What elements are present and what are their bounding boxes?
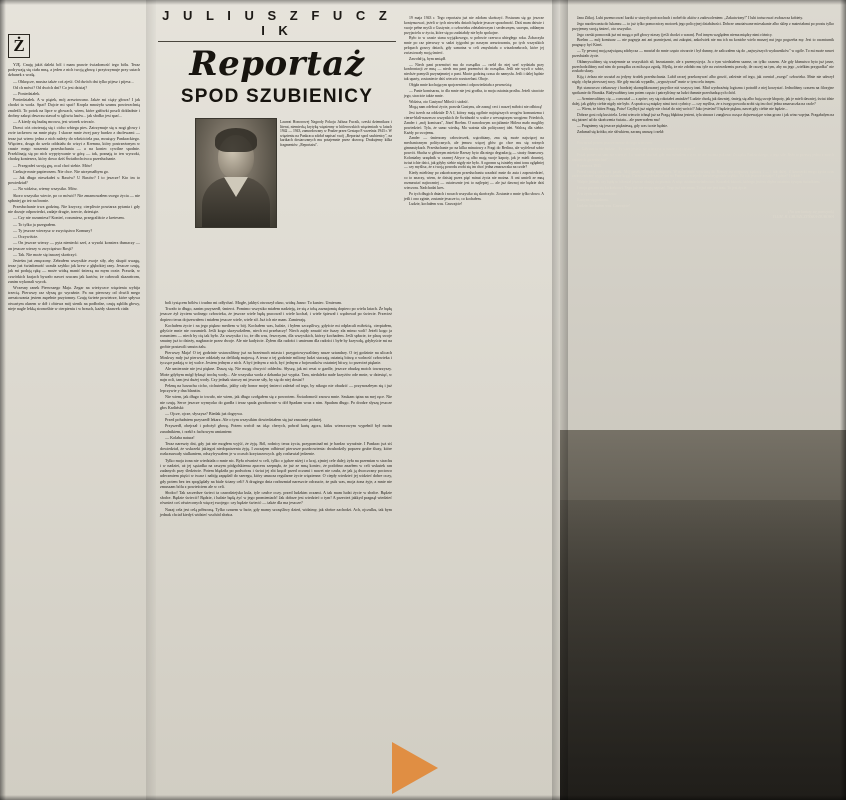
paragraph: — Przegrałeś swoją grę, ocal choć siebie. Mów! xyxy=(13,162,93,168)
paragraph: Zander — śmierzony człowieczek, wątrobiany, zna się może najwięcej na mechanicznym politycznych, ale jemuw więcej głów go chce mu się rożnych gimnastykach. Przesłuchanie po na kilka minutowy z Fragi do Berlina, ale wyfelerał sobie powrót. Słucha w głównym mieście Rzeszy byto dla niego degradacją — straży finansowy. Kolonialny urzędnik w czarnej Afryce są albo mają swoje kapoty, jak je mieli dawniej, twiaż ichie dzici, jak gdyby siebie nigdy nie było. A ogromn są istnieby nimi tonu oględniej — czy myślisz, że z twoją powodu zrobi się im choć jedna zmarszczka na czole? xyxy=(404,136,544,170)
paragraph: I moja gra zna się ku końcowi. Tego już nie mogą napisać. Tego już nie znam. To już nie jest teatr. To jest życie. xyxy=(577,186,748,191)
paragraph: Zawołał ją, bym zmiądł. xyxy=(409,56,447,61)
paragraph: Ale umieranie nie jest piękne. Duszę się. Nie mogę chwycić oddechu. Słyszę, jak mi reszt w gardle, jeszcze obudzę moich towarzyszy. Może gdybym mógł łyknąć trochę wody... Ale wszystka woda z dzbanka już wypita. Tam, niedaleko nade krzyżów ode mnie, w dziesięć, w najn ocli, tam jest dużej wody. Czy jednak starczy mi jeszcze siły, by się do niej dostać? xyxy=(160,366,392,382)
masthead xyxy=(158,8,396,108)
photo-caption: Laureat Honorowej Nagrody Pokoju Juliusz Fuczik, czeski dziennikarz i literat, niemiecką krytykę więzienny w hitlerowskich więzieniach w latach 1942 — 1943, zamordowany w Pradze przez Gestapo 8 września 1943 r. W więzieniu na Pankracu zdołał napisać swój „Reportaż spod szubienicy", na kartkach dostarczanych mu potajemnie przez dozorcę. Drukujemy kilka fragmentów „Reportażu". xyxy=(280,120,392,147)
paragraph: Kochałem życie i na jego piękno mediem w bój. Kochałem was, ludzie, i byłem szczęśliwy, gdyście mi odpłacali miłością, cierpiałem, gdyście mnie nie rozumieli. Jeśli kogo skrzywdziłem, niech mi przebaczy! Niech zajdy zmutić nie fuzzy zła mimo woli! Jeżeli kogo ja rozumiem — niech by cię tak było. Za wszystko i to, że dła was, feszcryzm, dla wszystkich, którzy kochadem. Jeśli spłacie, że placę swoje smutny już to dzieży, nagłaracie przez dwoje. Ale nie kadyżcie. Żyłem dla radości i umieram dla radości i byłe by krzywdę, gdybyście mi na grobie postawili smutn żalu. xyxy=(160,322,392,349)
paragraph: Przyszedł, obejrzał i położył głowę. Potem wrócił na idąc cherych, pobrał kartę agora, kitku wiezorowym wypełnił był moim zaradnikiem, i rzekł z fachowym umianiem: xyxy=(160,423,392,434)
paragraph: Zadumał się krótko, nie słówkiem, zacznę unoszę i rzekł: xyxy=(577,129,665,134)
paragraph: Przed południem przyszedł lekarz. Ale o tym wszystkim dowiedziałem się już znacznie później. xyxy=(165,417,323,423)
portrait-hair xyxy=(215,128,257,152)
portrait-photo xyxy=(195,118,277,228)
paragraph: — Obkręcze, musisz także coś zjeść. Od dwóch dni tylko pijesz i pijesz... xyxy=(13,78,134,84)
paragraph: Tylko moja żona nie wiedziała o mnie nic. Była również w celi, tylko o jędrze niżej i o kraj, zjmiej cele dalej; żyła na przemian w strachu i w nadziei, aż jej sąsiadka na raszym pódgolskiemu zpaceru szepnęła, że już ze mną koniec, że podobno znarłem w celi wskutek ran zadanych przy śledztwie. Potem błądziła po podwórzu i świat jej zbi kręcił przed oczami i nawet nie czuła, że jak ją dwoczczny poctowo udeczmiem pięści w twarz i nabiję zapędził do szeregu, który umacza regularne życie więzienne. O ciepły wiedzieć jej widzieć dobre oczy, gdy potem bez tez spoglądały na biale ściany celi? A drugiego dnia rozbrzmiał nareszcie odczucie, że puls was, moja żona żyje, a mnie nie zmuszam bólu z powieściem ale w celi. xyxy=(160,457,392,489)
paragraph: Jego czeski pomocnik już mi mogą o pół głowy nizszy (jeśli chodzi o waran). Pod innym względem niema między nimi różnicy. xyxy=(577,32,773,37)
scan-edge-left xyxy=(0,0,6,800)
drop-cap: Ż xyxy=(8,34,30,58)
paragraph: Jesteśm już zmęczony. Zebrałem wszystkie zwoje siły, aby skupić uwagę, teraz już świadomość uczuła szybko jak krew z głębokiej rany. Jeszcze czuję, jak mi podają rękę — może widzą manić śnierzą na mym oczie. Prawda, w czwórkich krajach bywało nawet rzucam jak kartów, że całowali skazańcom, zanim wykonali wyrok. xyxy=(8,257,140,284)
paragraph: Jego naodowaniu do lukanzu — to już tylko pomocniczy motorek jego policyjnej działalności. Dobrze umotaiwane mieszkanie albo sklep z materiałami po prostu tylko przyjemny swoją śmierć, oto wszystko. xyxy=(572,21,834,31)
paragraph: — Ojcze, ojcze, słyszysz? Biedak już dogrywa. xyxy=(165,411,243,417)
article-author: J U L I U S Z F U C Z I K xyxy=(162,8,392,38)
paragraph: — To tylko ja przegrałem. xyxy=(13,221,57,227)
paragraph: Kurtyna się podnosi. xyxy=(577,197,609,202)
paragraph: Dobrze gost rolę kusiciela. Letni wieczór tchnął już za Pragą błękitna jesteni, tyla sinawa i zanglowa oczącz dojrzewające wina grozo i jak wino wqejna. Pragaładym na nią jutrzeć ad do skończenia świata... ale przerwałem mu! xyxy=(572,113,834,123)
article-subtitle: SPOD SZUBIENICY xyxy=(180,86,374,107)
paragraph: Widzisz, oto Gustyna! Miłość i stałość. xyxy=(409,99,469,104)
paragraph: Jana Zitkoj. Lubi przenocować kartki w starych pończochach i nobeł do aktów z zadowoleniem: „Zakutwiony!" I lubi torturować zwłaszcza kobiety. xyxy=(577,16,803,20)
paragraph: Przed swoją celą wisi pasek. Mój pasek. Oznaka transportu. W nocy mnie wywiozą do Rzeszy na rozprawę sądową i — i tak dalej. Z kmmecki mego życia czas zarkoczniczne wygrywa ostatnie kręgi. Czterysta jedenaście dni na Pankracu miejedo niewiarygodnie szybko. Ile ich jeszcze zostaje? I gdzie? I jakich? xyxy=(572,169,834,179)
text-column-1 xyxy=(8,62,140,792)
text-column-2 xyxy=(160,300,392,792)
orange-arrow-marker xyxy=(392,742,438,794)
paragraph: Poniedziałek. A w piątek, mój aresztowano. Jakże mi ciąży głowa! I jak chodzi ta woda. Spać! Dajcie mi spać! Kropla mnożyła szumu powierzchnią znaleźli. To potok na lipce w głowach, wiem, które gałówki poszli dokładnie i drobny zakręt deszczu stawał w igliwiu lasów... jak słodko jest spać... xyxy=(8,97,140,118)
paragraph: — Arentmvaliśmy cię — rozważał — z apóre; czy się rokotałeś amisdże? Ludzie chodą jak dawniej, śmieją się albo bują swoje kłopoty, jak je mieli dawniej, świat idzie dalej, jak gdyby ciebie nigdy nie było. A spraśca są między nimi twoi cyrlnicy — czy myślisz, że z twego powodu zrobi się im choć jedna zmarszczka na czole? xyxy=(572,96,834,106)
paragraph: — A kiedy się budzę mrowu, jest wtorek wieczór. xyxy=(13,119,95,125)
paragraph: Pełznę na lurzuchu cicho, cichuteńko, jakby cały honor mojej śmierci zależał od tego, by nikogo nie obudzić — przynoszłeym się i już lepczywie y dna blanżin. xyxy=(160,383,392,394)
inner-column-shadow xyxy=(146,0,156,800)
paragraph: — Niech pani przemówi mu do rozsądku — rzekł do niej szef wydziału przy konfrontacji ze mną — niech mu pani przemówi do rozsądku. Jeśli nie wyzli o sobie, niechże pomyśli przynajmniej o pani. Macie godziną czasu do namysłu. Jeśli i dalej będzie tak uparty, zostaniecie dziś wieczór rozstrzelani. Oboje. xyxy=(404,62,544,82)
paragraph: — No widzisz, wiemy wszystko. Mów. xyxy=(13,186,78,192)
scan-edge-right xyxy=(840,0,846,800)
paragraph: TŁUM. H. GRUSZCZYŃSKA-DUBOWA xyxy=(772,215,834,220)
paragraph: — Ty jeszcze wierzysz w zwycięstwo Komuny? xyxy=(13,227,93,233)
paragraph: Powtarzał potem jeszcze nieraz do tego wieczoru: xyxy=(577,141,653,146)
paragraph: — On jeszcze wierzy — pyta nieniecki szef, a wysoki konsierz tłumaczy — on jeszcze wierzy w zwycięstwo Rosji? xyxy=(8,240,140,251)
paragraph: — Jestań rysik. xyxy=(577,135,601,140)
paragraph: (Na tym kończy się pamiętnik) xyxy=(788,209,834,214)
paragraph: Słodco! Tak szczedrze świeci ta czarodziejska kula, tyle czułce oczy. przed ludzkim oczami. A tak mam ludzi życie w słodce. Będzie słodce. Będzie świecić! Będzie, i ludzie będą żyć w jego promieniach! Jak dobrze jest wiedzieć o tym! A przecież jakkyd pragnął wiedzieć również coś oświeconych więcej swojego: czy będzie świecić — także dla ma jeszcze? xyxy=(160,489,392,506)
paragraph: Kiedy mieliśmy po zakończonym przesłuchaniu waadzić mnie do auta i zapowiedzieć, co to znaczy, wiem, że dzisiaj przez pięć minut życia nie można. A oni umieli ze mną rozmawiać najtoczniej — ostatecznie jest to najlepiej — ale już dawnoj nie będzie dziś wieczoru. Nadchodzi kres. xyxy=(404,171,544,190)
scan-edge-bottom xyxy=(0,795,846,800)
scan-edge-top xyxy=(0,0,846,5)
paragraph: Ludzie, kochałem was. Czuwajcie! xyxy=(409,202,463,207)
article-title: Reportaż xyxy=(189,44,365,84)
paragraph: 19 maja 1943 r. Tego reportażu już nie zdołam skończyć. Postaram się go jeszcze kontynuować, jeżeli w tych niewielu dniach będzie jeszcze sposobność. Dziś mam dziwie i swoje pełne myśli o Gustynie, o człowieku zdetalnieczym i serdecznym, saceqm, oddanym przyjacielu w życiu, które się po zadziałały nie było spokojne. xyxy=(404,16,544,35)
paragraph: Nazaj cela jest celą północną. Tylko czasem w łacie, gdy mamy szczęśliwy dzień, widzimy, jak słońce zachodzi. Ach, ojczulku, tak bym jednak chciał kiedyś widzieć wschód słońca. xyxy=(160,506,392,517)
paragraph: — Kolaba natura! xyxy=(165,434,195,440)
paragraph: Pytał, ponieważ sam nie wierzył. I w ważnie słuchał, gdy mu mówiłem o tym, że nie można pokonać Związku Radzieckiego, o jego sile. Było to przeszą jedno z moich ostatnich „przesłuchań". xyxy=(572,153,834,162)
paragraph: — Gdy nas tu nie będzie... Ty wiez jesteśc nie wierzysz w nasze zwycięstwo? xyxy=(577,147,696,152)
paragraph: — Panie komisarzu, to dla mnie nie jest groźba, to moja ostatnia prośba. Jeżeli stracicie jego, stracicie także mnie. xyxy=(404,88,544,98)
paragraph: Mogą nam odebrać życie, prawda Gustynu, ale zasnę) ceci i nasze) miłości nie odbiorą! xyxy=(409,105,543,110)
paragraph: Skoro wszystko wiecie, po co mówić? Nie zmarnowałem swego życia — nie spłaniej go też na bronie. xyxy=(8,192,140,203)
page-gutter-shadow xyxy=(552,0,568,800)
paragraph: Po tych długich dniach i nocach wszystko się skończyło. Zostanie o mnie tylko słowo. A jeśli i ono zginie, zostanie jeszcze to, co kochałem. xyxy=(404,191,544,201)
paragraph: Pierwszy Maja! O tej godzinie wstawaliśmy już na brzeżnach miasta i przygotowywaliśmy nasze sztandary. O tej godzinie na ulicach Moskwy mdy już pierwsze oddziały na defiladę majową. A teraz o tej godzinie miliony ludzi staczają ostatnią bitwę o wolność człowieka i tyczące padają w tej walce. Jestem jednym z nich. A być jednym z nich, być jednym z bojowników ostatniej bitwy, to przecież pięknie. xyxy=(160,349,392,366)
paragraph: YJĘ. Cnuję jakiś daleki ból i mam prawie świadomość tego bólu. Teraz podrywają się ciała mną, a jeden z nich twoją głowę i przytrzymuje przy ustach dzbanek z wodą. xyxy=(8,62,140,78)
paragraph: Było to w czasie stanu wyjątkowego, w połowie czerwca ubiegłego roku. Żobaczyła mnie po raz pierwszy w sadzi tyjgodni po naszym aresztowaniu, po tych wszystkich pelopach gorzcy dniach, gdy samotna w celi zmyslniała o wizadonekroch, które jej zwiastowały moją śmierć. xyxy=(404,36,544,55)
paragraph: Ludzie, kochałem was. Czuwajcie! xyxy=(577,203,631,208)
paragraph: Wafpie jednak, czy będę w ich miał jeszcze okazję do pisania. A więc ostatnia świadectwo. Kawałek historii, którego jestem chyba ostatnim żywym świadkiem. xyxy=(577,180,821,185)
paragraph: Trwało to długo, zanim przyszedł, śmierci. Pomimo wszystko miałem nadzieję, że się z tobą zaznajomię dopiero po wielu latach. Że będę jeszcze żył życiem wolnego człowieka, że jeszcze wiele będę pracował i wiele kochał, i wiele śpiewał i wędrował po świecie. Przecież dopiero teraz dojrzewałem i miałem jeszcze wiele, wiele sił. Już ich nie mam. Zamieraję. xyxy=(160,306,392,322)
paragraph: Drzwi cóż otwierają się i cicho wbiega pies. Zatrzymuje się u nogi głowy i zwie tackerow na mnie pięty. I skacze mnie żwej pary bardzo z dzolewami — teraz już wiem: jedna z nich należy do właściciela psa, mrużący Pankrackiego. Więcierz, druga do szefa oddziału do wizyt z Kremna, który postrzeżonym w cnasie mego noszenia przesłuchania — a na koniec cywilne spodnie. Przeklinają się po nich wypytywanie w górę — tak, poznają to ten wyrzoki, chodzę konieserz, który dowo dziś Światłochciwca przesłuchanie. xyxy=(8,125,140,162)
paragraph: — Oczywiście. xyxy=(13,234,39,240)
paragraph: 9 czerwca 1943. xyxy=(577,163,602,168)
paragraph: — Czy nie rozumiesz? Konieć, rozumiesz, przegraliście z kretesem. xyxy=(13,215,125,221)
paragraph: A w życiu nie ma widzów. xyxy=(577,192,618,196)
paragraph: Wczesny ranek Pierwszego Maja. Zegar na wieżyczce więzienia wybija trzecią. Pierwszy raz słyszę go wyraźnie. Pa raz pierwszy od chwili mego aresztowania jestem zupełnie przytomny. Czuję świeże powietrze, które spływa otwartym oknem w dół i obiewa mój sienik na podłodze, czuję zębliła głowy, nieje nagle lekką stronośbie w cierpieniu i w brzuch, każdy skrawek ciała xyxy=(8,284,140,311)
text-column-4 xyxy=(572,16,834,792)
paragraph: Okłamywaliśmy się wzajemnie za wszystkich sił, bezustannie, ale z przemystycja. Ja o tym wiedziałem szanse, on tylko czasem. Ale gdy kłamstwo byto już jasne, przechodziliśmy nad nim do porządku za milcząca zgodą. Myślę, że nie zdołało mu tyle na zwierzdzeniu prawdy, ile raczej na tym, aby na jego „wielkim przypadku" nie zoskało skazy. xyxy=(572,59,834,74)
paragraph: — Wiem, że bitiez Pragę, Patrz! Czylbyś już nigdy nie chciał do niej wrócić? Jako jesteśm? I będzie piękna, nawet gdy ciebie nie będzie... xyxy=(577,107,788,112)
paragraph: Od ch mówi? Od dwóch dni? Co jest dzisiaj? xyxy=(13,84,88,90)
paragraph: — Poniedziałek. xyxy=(13,91,41,97)
paragraph: — Pragniemy się jeszcze pięknieszą, gdy was tu nie będzie. xyxy=(577,123,668,128)
paragraph: Czekuje mnie papierosem. Nie chce. Nie utrzymałbym go. xyxy=(13,168,109,174)
paragraph: Przesłuchanie trwa godzinę. Nie krzyczy, cierpliwie powtarza pytania i gdy nie dozaje odpowiedzi, zadaje drugie, trzecie, dziesiąte. xyxy=(8,204,140,215)
text-column-3 xyxy=(404,16,544,792)
paragraph: Nie wiem, jak długo to trwało, nie wiem, jak długo czołgałem się z powrotem. Świadomość znowu mnie. Szukam tętna na mej ręce. Nie nie czuję. Serce jeszcze wymyoko do gardła i teraz spada gwałtownie w dół Spadam wraz z nim. Spadam długo. Po drodze słyszę jeszcze głos Karliński: xyxy=(160,394,392,410)
paragraph: — Jak długo nieszkałeś u Baxów? U Baxów? I to jeszcze! Kto im to powiedział? xyxy=(8,175,140,186)
masthead-rule xyxy=(158,41,396,42)
paragraph: Objęła mnie kochającym spojrzeniem i odpowiedziała z pewnością: xyxy=(409,82,513,87)
paragraph: — Tak. Nie może się inaczej skończyć. xyxy=(13,251,78,257)
paragraph: — Ty pewnoj moją najwięsną zdobycza — mawiał do mnie często otwarcie i był dumny, że zaliczałem się do „najwyższych wydawników" w ogóle. To mi może nawet przesłużało życie. xyxy=(572,49,834,58)
paragraph: boli tysiącem bólów i trudno mi odłychać. Mogłe, jakbyś otworzył okno, widzę Jasno: To kaniec. Umieram. xyxy=(165,300,342,305)
paragraph: Byt stanowczo ciekawszy i bardziej skomplikowanej przyrlice niż wszyscy inni. Miał wyobraźnię logiczna i potrafił z niej korzystać. Jednoliśmy czasem na filozyjne spotkanie do Branika. Białywałiśmy tam potem często i patrzyliśmy na ludzi tłumnie przechadzących chód. xyxy=(572,85,834,95)
paragraph: Jest trzech na oddziale D A I, którzy mają ogólnie najcięższych wrogów komunizmu i cierze-blali-narzeczo wszystkich ile Świdnodó w walce z wewnętrzym wrogiem: Friedrich, Zander i „mój komisarz", Józef Boehm. O narodowym socjalizmie Hitlera mało mogliby powiedzieć. Tyla, że samo wiedzą. Ma ważnia siła politycznej idei. Walczą dla siebie. Każdy po swojemu. xyxy=(404,111,544,135)
paragraph: Kiją i żelaza nie uważał za jedyny środek przesłuchania. Lubił raczej przekonywać albo grozić, zależnie od tego, jak oceniał „swego" człowieka. Mnie nie uderzył nigdy, chyba pierwszej nocy. Ale gdy mu tak wypadło, „wypożyczał" mnie w tym celu innym. xyxy=(572,75,834,85)
paragraph: Teraz nareszty dni, gdy już nie mogłem wyjść, że żyję. Ból, rodnicy teraz życia, przypominał mi je bardzo wyraźnie. I Pankrac już siś dowiedział, że wskrzeki jakiegoś niedopatrzenia żyję. I zaczajem odbierać pierwsze pozdrowienia: dwuhodzily poprzez grube śluzy, które rozkrasuwały stulkaniem, odszyfrywałem je w ocasch korytarzowych. gdy rozbawiał jedzenie. xyxy=(160,441,392,457)
paragraph: Boehm — mój komisarz — nie pagnyja ani ani pozniejszni, ani zakrętni, ankolwiek nie ma ich na koniche wielo muszej nut jego pogrzeba my. Jest to awanturnik pragnący być Kimś. xyxy=(572,38,834,48)
